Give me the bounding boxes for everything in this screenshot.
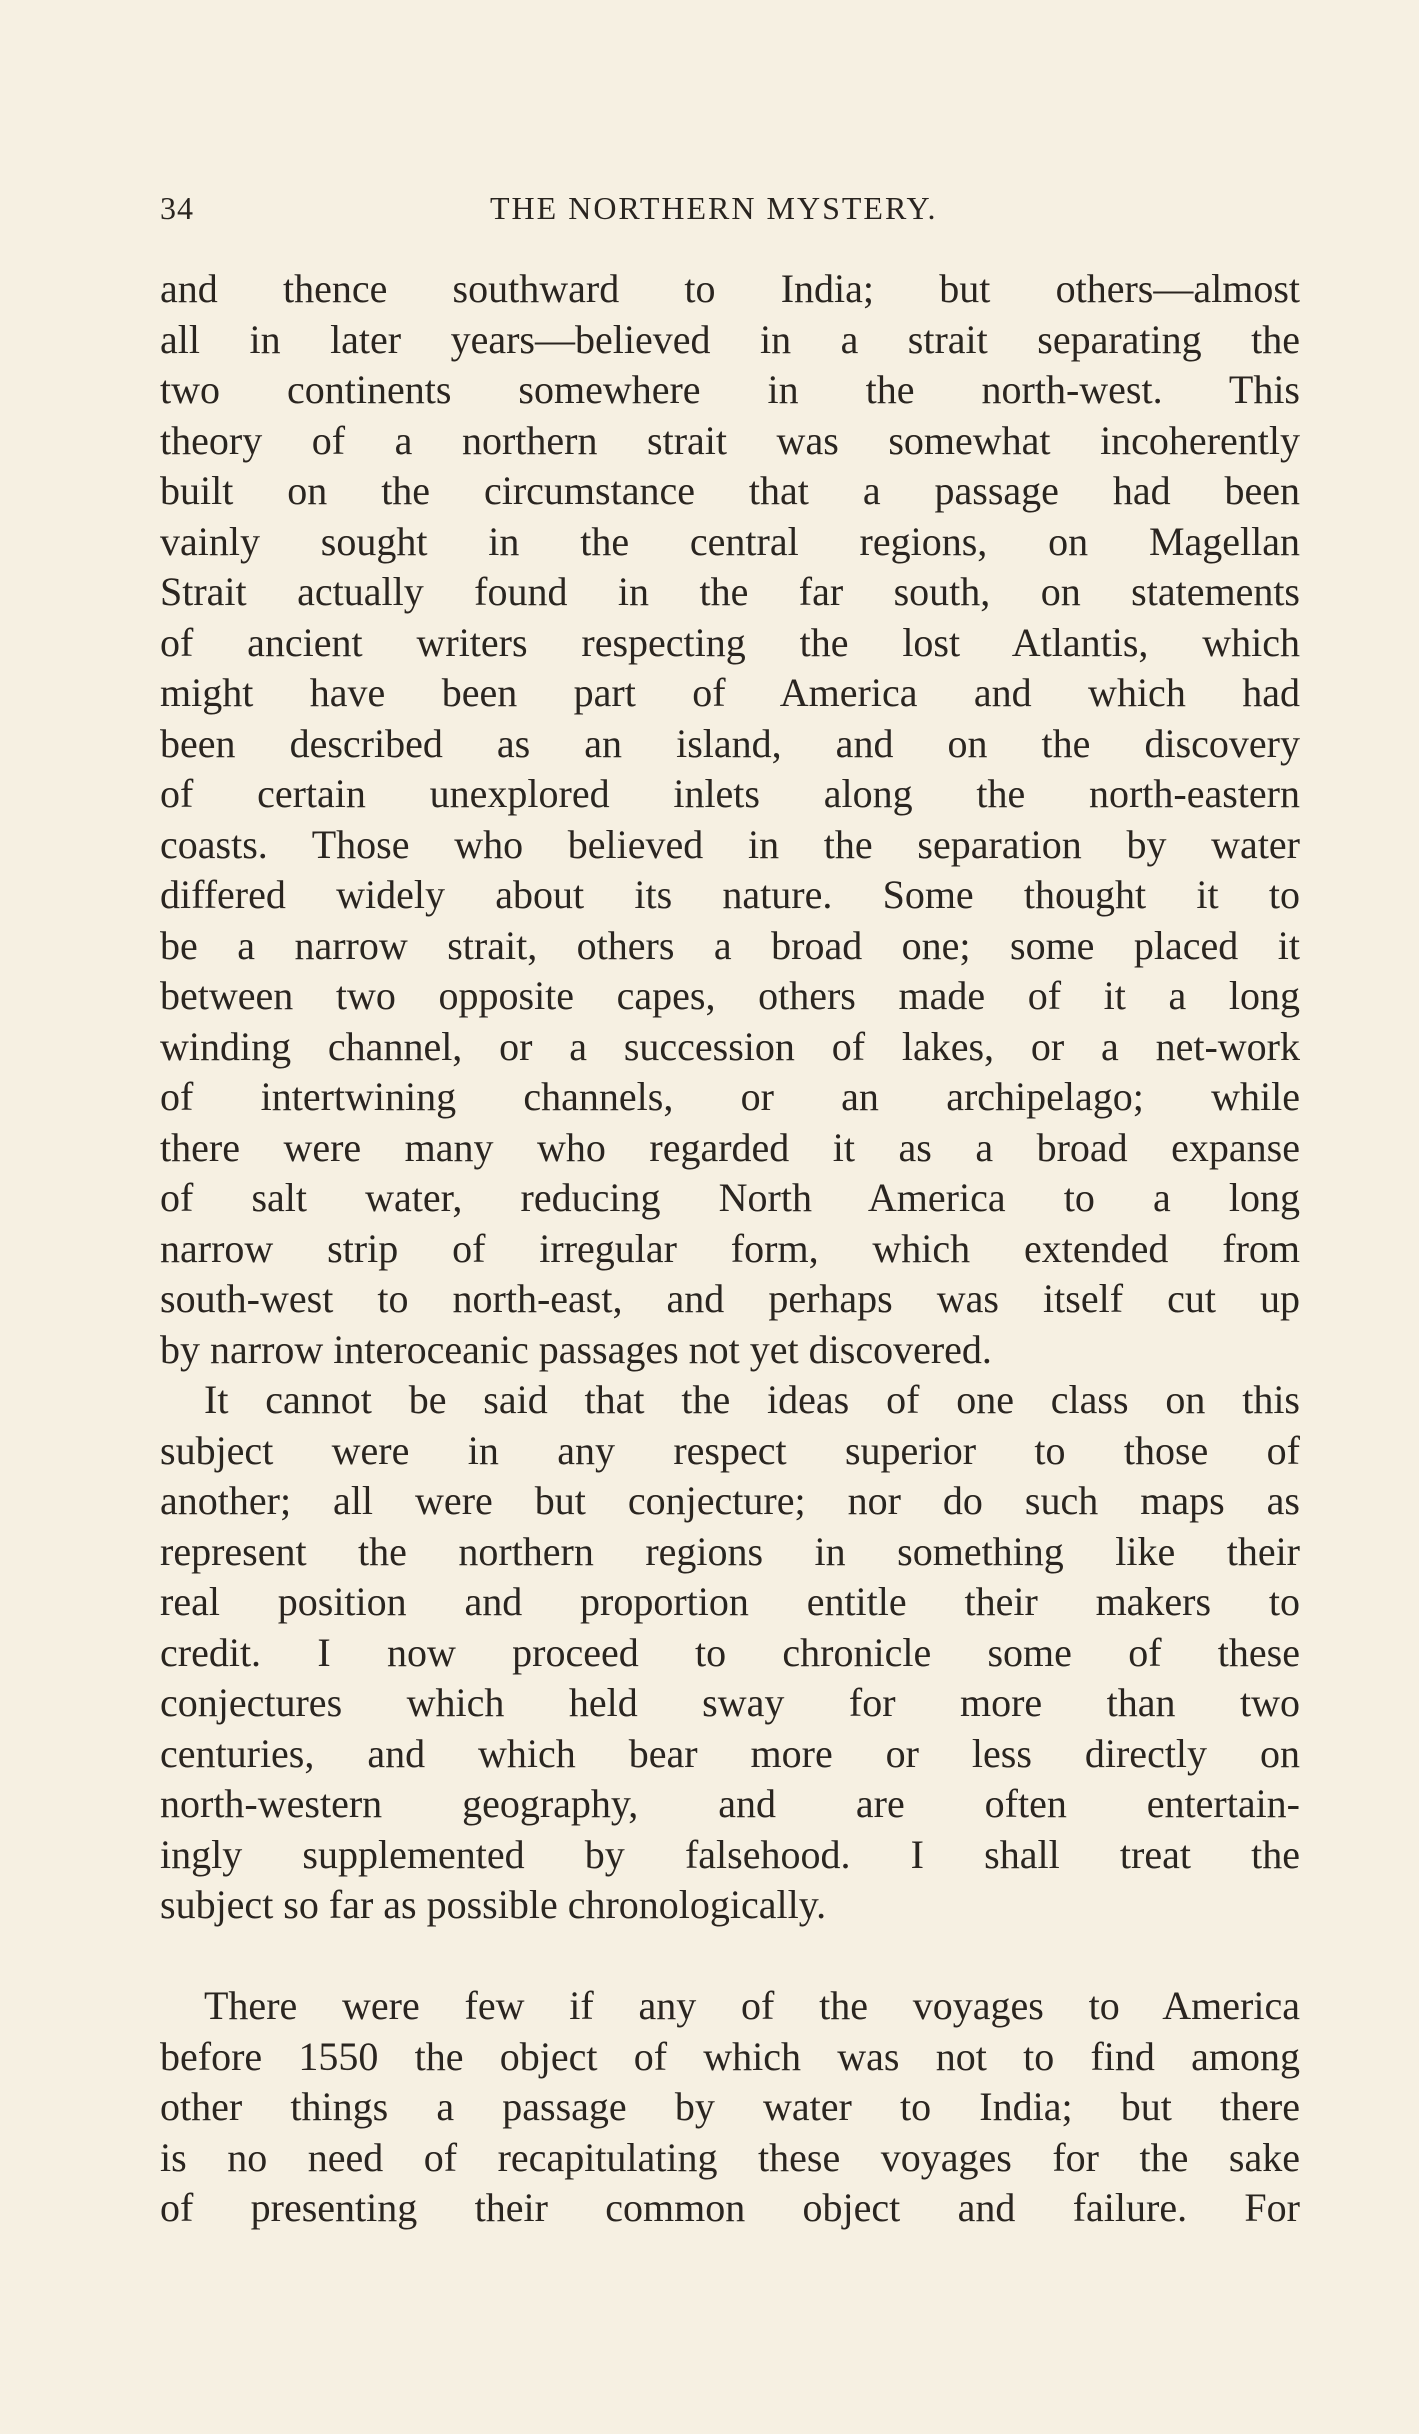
text-line: of certain unexplored inlets along the north-eastern <box>160 771 1300 816</box>
text-line: might have been part of America and which had <box>160 670 1300 715</box>
text-line: vainly sought in the central regions, on Magellan <box>160 518 1300 564</box>
text-line: credit. I now proceed to chronicle some of these <box>160 1629 1300 1675</box>
text-line: coasts. Those who believed in the separation by water <box>160 821 1300 867</box>
text-line: between two opposite capes, others made of it a long <box>160 973 1300 1018</box>
text-line: two continents somewhere in the north-west. This <box>160 367 1300 412</box>
text-line: centuries, and which bear more or less directly on <box>160 1730 1300 1776</box>
text-line: by narrow interoceanic passages not yet discovered. <box>160 1326 992 1372</box>
text-line: ingly supplemented by falsehood. I shall treat the <box>160 1831 1300 1877</box>
text-line: real position and proportion entitle their makers to <box>160 1579 1300 1624</box>
text-line: of salt water, reducing North America to a long <box>160 1175 1300 1220</box>
text-line: of presenting their common object and failure. For <box>160 2185 1300 2230</box>
text-line: subject so far as possible chronologically. <box>160 1882 827 1927</box>
text-line: all in later years—believed in a strait separating the <box>160 316 1300 362</box>
body-text <box>160 264 1300 1931</box>
page-header <box>160 190 1300 234</box>
text-line: It cannot be said that the ideas of one class on this <box>204 1377 1300 1422</box>
paragraph-2 <box>160 1375 1300 1931</box>
text-line: theory of a northern strait was somewhat incoherently <box>160 417 1300 463</box>
paragraph-1 <box>160 264 1300 1375</box>
text-line: south-west to north-east, and perhaps was itself cut up <box>160 1276 1300 1321</box>
text-line: narrow strip of irregular form, which extended from <box>160 1225 1300 1271</box>
running-head: THE NORTHERN MYSTERY. <box>490 190 938 226</box>
text-line: be a narrow strait, others a broad one; some placed it <box>160 922 1300 968</box>
text-line: conjectures which held sway for more than two <box>160 1680 1300 1725</box>
text-line: differed widely about its nature. Some thought it to <box>160 872 1300 917</box>
text-line: represent the northern regions in something like their <box>160 1528 1300 1574</box>
text-line: Strait actually found in the far south, on statements <box>160 569 1300 614</box>
text-line: before 1550 the object of which was not to find among <box>160 2033 1300 2079</box>
page-number: 34 <box>160 190 194 226</box>
text-line: winding channel, or a succession of lakes, or a net-work <box>160 1023 1300 1069</box>
text-line: subject were in any respect superior to those of <box>160 1427 1300 1473</box>
text-line: of ancient writers respecting the lost Atlantis, which <box>160 619 1300 665</box>
text-line: north-western geography, and are often entertain- <box>160 1781 1300 1826</box>
paragraph-3 <box>160 1981 1300 2234</box>
text-line: is no need of recapitulating these voyages for the sake <box>160 2134 1300 2180</box>
text-line: been described as an island, and on the discovery <box>160 720 1300 766</box>
text-line: of intertwining channels, or an archipelago; while <box>160 1074 1300 1119</box>
text-line: built on the circumstance that a passage had been <box>160 468 1300 513</box>
text-line: There were few if any of the voyages to America <box>204 1983 1300 2028</box>
text-line: there were many who regarded it as a broad expanse <box>160 1124 1300 1170</box>
text-line: another; all were but conjecture; nor do such maps as <box>160 1478 1300 1523</box>
text-line: and thence southward to India; but others—almost <box>160 266 1300 311</box>
text-line: other things a passage by water to India; but there <box>160 2084 1300 2129</box>
